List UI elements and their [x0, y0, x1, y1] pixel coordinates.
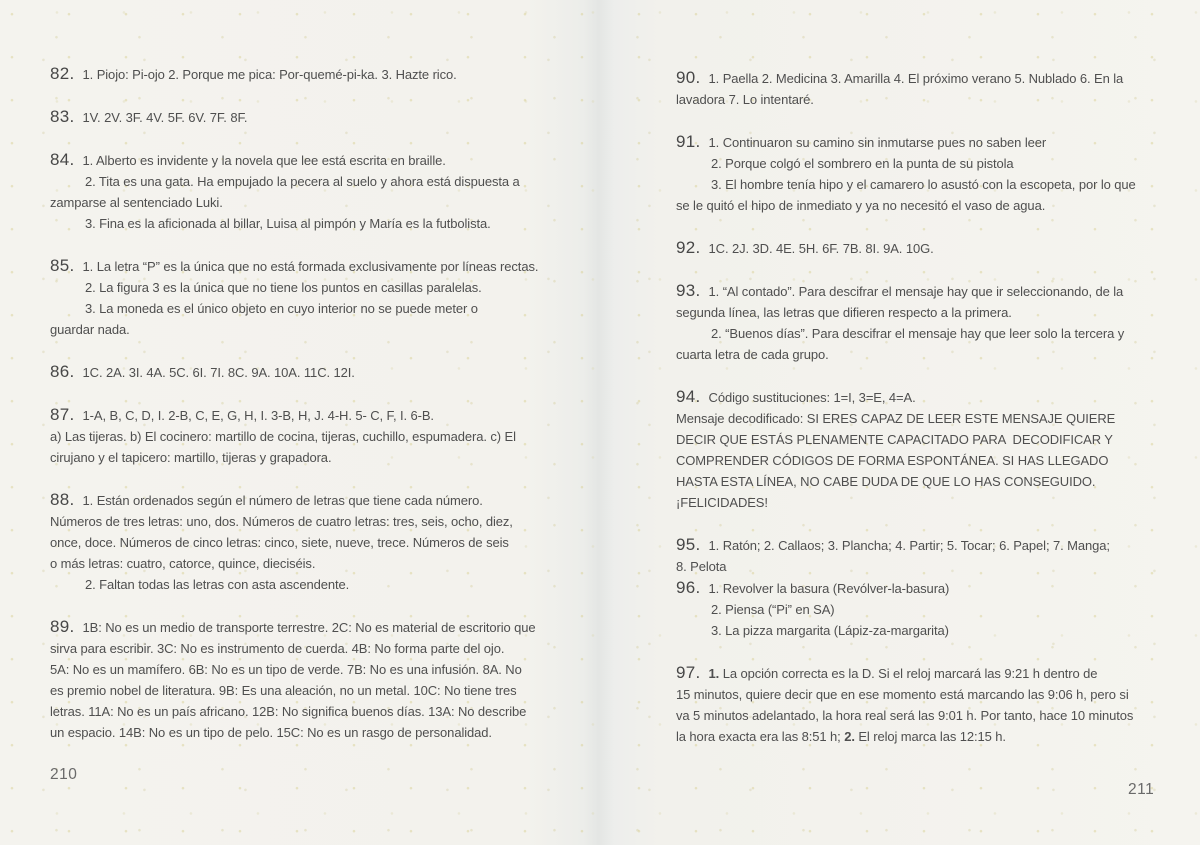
answer-text: va 5 minutos adelantado, la hora real será las 9:01 h. Por tanto, hace 10 minutos — [676, 708, 1134, 723]
answer-text: letras. 11A: No es un país africano. 12B: No significa buenos días. 13A: No describe — [50, 704, 527, 719]
answer-text: un espacio. 14B: No es un tipo de pelo. 15C: No es un rasgo de personalidad. — [50, 725, 492, 740]
answer-text: 1C. 2A. 3I. 4A. 5C. 6I. 7I. 8C. 9A. 10A. 11C. 12I. — [82, 365, 355, 380]
answer-line — [676, 195, 1151, 216]
answer-block-82 — [50, 63, 575, 85]
answer-number: 94. — [676, 387, 701, 406]
answer-line — [50, 192, 575, 213]
answer-text: o más letras: cuatro, catorce, quince, dieciséis. — [50, 556, 316, 571]
answer-text: 1. Revolver la basura (Revólver-la-basura) — [708, 581, 950, 596]
answer-line — [676, 577, 1151, 599]
answer-line — [676, 620, 1151, 641]
answer-line — [50, 404, 575, 426]
answer-text: 1. Piojo: Pi-ojo 2. Porque me pica: Por-quemé-pi-ka. 3. Hazte rico. — [82, 67, 457, 82]
answer-line — [50, 680, 575, 701]
answer-line — [676, 534, 1151, 556]
answer-number: 93. — [676, 281, 701, 300]
answer-line — [50, 255, 575, 277]
answer-line — [676, 684, 1151, 705]
answer-text: 3. La moneda es el único objeto en cuyo interior no se puede meter o — [85, 301, 478, 316]
page-number-right: 211 — [1128, 781, 1155, 798]
answer-line — [676, 302, 1151, 323]
answer-line — [50, 616, 575, 638]
answer-text: lavadora 7. Lo intentaré. — [676, 92, 814, 107]
answer-text: COMPRENDER CÓDIGOS DE FORMA ESPONTÁNEA. SI HAS LLEGADO — [676, 453, 1109, 468]
answer-line — [676, 705, 1151, 726]
answer-block-87 — [50, 404, 575, 468]
answer-text: cirujano y el tapicero: martillo, tijeras y grapadora. — [50, 450, 332, 465]
answer-number: 95. — [676, 535, 701, 554]
answer-line — [676, 408, 1151, 429]
answer-line — [676, 67, 1151, 89]
answer-text: 5A: No es un mamífero. 6B: No es un tipo de verde. 7B: No es una infusión. 8A. No — [50, 662, 522, 677]
page-number-left: 210 — [50, 766, 78, 783]
answer-line — [676, 726, 1151, 747]
answer-text: El reloj marca las 12:15 h. — [858, 729, 1006, 744]
answer-number: 85. — [50, 256, 75, 275]
answer-line — [676, 556, 1151, 577]
answer-text: 2. Porque colgó el sombrero en la punta de su pistola — [711, 156, 1014, 171]
answer-text: 2. Faltan todas las letras con asta ascendente. — [85, 577, 350, 592]
answer-text: DECIR QUE ESTÁS PLENAMENTE CAPACITADO PARA DECODIFICAR Y — [676, 432, 1113, 447]
answer-line — [676, 492, 1151, 513]
answer-line — [676, 386, 1151, 408]
answer-line — [50, 532, 575, 553]
answer-text: la hora exacta era las 8:51 h; — [676, 729, 845, 744]
answer-text: a) Las tijeras. b) El cocinero: martillo de cocina, tijeras, cuchillo, espumadera. c) El — [50, 429, 516, 444]
answer-number: 87. — [50, 405, 75, 424]
page-left-answers — [50, 63, 575, 764]
answer-line — [50, 106, 575, 128]
answer-text: 1. Están ordenados según el número de letras que tiene cada número. — [82, 493, 483, 508]
answer-line — [50, 171, 575, 192]
answer-line — [50, 489, 575, 511]
answer-line — [676, 237, 1151, 259]
answer-text: segunda línea, las letras que difieren respecto a la primera. — [676, 305, 1012, 320]
answer-line — [50, 361, 575, 383]
answer-line — [50, 511, 575, 532]
answer-line — [676, 662, 1151, 684]
answer-block-88 — [50, 489, 575, 595]
answer-line — [676, 471, 1151, 492]
answer-line — [50, 277, 575, 298]
answer-text: 15 minutos, quiere decir que en ese momento está marcando las 9:06 h, pero si — [676, 687, 1129, 702]
answer-line — [50, 447, 575, 468]
answer-line — [676, 131, 1151, 153]
answer-block-85 — [50, 255, 575, 340]
answer-text: 3. El hombre tenía hipo y el camarero lo asustó con la escopeta, por lo que — [711, 177, 1136, 192]
answer-text: 1-A, B, C, D, I. 2-B, C, E, G, H, I. 3-B, H, J. 4-H. 5- C, F, I. 6-B. — [82, 408, 434, 423]
answer-line — [50, 638, 575, 659]
answer-text: 2. “Buenos días”. Para descifrar el mensaje hay que leer solo la tercera y — [711, 326, 1125, 341]
answer-text: 2. La figura 3 es la única que no tiene los puntos en casillas paralelas. — [85, 280, 482, 295]
answer-text: 1B: No es un medio de transporte terrestre. 2C: No es material de escritorio que — [82, 620, 536, 635]
answer-text: zamparse al sentenciado Luki. — [50, 195, 223, 210]
answer-number: 90. — [676, 68, 701, 87]
answer-line — [50, 553, 575, 574]
answer-text: 1. Paella 2. Medicina 3. Amarilla 4. El próximo verano 5. Nublado 6. En la — [708, 71, 1124, 86]
answer-text: cuarta letra de cada grupo. — [676, 347, 829, 362]
answer-block-91 — [676, 131, 1151, 216]
answer-text: HASTA ESTA LÍNEA, NO CABE DUDA DE QUE LO HAS CONSEGUIDO. — [676, 474, 1096, 489]
answer-number: 83. — [50, 107, 75, 126]
answer-text: 1. Continuaron su camino sin inmutarse pues no saben leer — [708, 135, 1047, 150]
answer-text: 1C. 2J. 3D. 4E. 5H. 6F. 7B. 8I. 9A. 10G. — [708, 241, 934, 256]
answer-number: 86. — [50, 362, 75, 381]
answer-text: ¡FELICIDADES! — [676, 495, 768, 510]
answer-line — [50, 701, 575, 722]
answer-text: 1. Alberto es invidente y la novela que lee está escrita en braille. — [82, 153, 446, 168]
answer-text: 3. La pizza margarita (Lápiz-za-margarita) — [711, 623, 949, 638]
answer-line — [676, 174, 1151, 195]
answer-text: once, doce. Números de cinco letras: cinco, siete, nueve, trece. Números de seis — [50, 535, 509, 550]
answer-line — [676, 450, 1151, 471]
answer-text: 3. Fina es la aficionada al billar, Luisa al pimpón y María es la futbolista. — [85, 216, 491, 231]
answer-block-95 — [676, 534, 1151, 577]
answer-line — [50, 319, 575, 340]
answer-text: es premio nobel de literatura. 9B: Es una aleación, no un metal. 10C: No tiene tres — [50, 683, 517, 698]
answer-number: 97. — [676, 663, 701, 682]
answer-line — [50, 149, 575, 171]
answer-text: 2. Tita es una gata. Ha empujado la pecera al suelo y ahora está dispuesta a — [85, 174, 520, 189]
answer-block-86 — [50, 361, 575, 383]
answer-block-92 — [676, 237, 1151, 259]
answer-text: 1V. 2V. 3F. 4V. 5F. 6V. 7F. 8F. — [82, 110, 248, 125]
answer-line — [50, 213, 575, 234]
answer-block-93 — [676, 280, 1151, 365]
answer-text: 1. Ratón; 2. Callaos; 3. Plancha; 4. Partir; 5. Tocar; 6. Papel; 7. Manga; — [708, 538, 1110, 553]
answer-line — [50, 659, 575, 680]
answer-line — [676, 323, 1151, 344]
answer-line — [676, 599, 1151, 620]
answer-number: 84. — [50, 150, 75, 169]
answer-block-97 — [676, 662, 1151, 747]
answer-text: Código sustituciones: 1=I, 3=E, 4=A. — [708, 390, 916, 405]
answer-number: 96. — [676, 578, 701, 597]
answer-text: 1. “Al contado”. Para descifrar el mensaje hay que ir seleccionando, de la — [708, 284, 1124, 299]
answer-line — [676, 429, 1151, 450]
answer-text: 1. — [708, 666, 723, 681]
answer-block-94 — [676, 386, 1151, 513]
answer-block-84 — [50, 149, 575, 234]
answer-text: se le quitó el hipo de inmediato y ya no necesitó el vaso de agua. — [676, 198, 1046, 213]
answer-line — [50, 298, 575, 319]
answer-line — [50, 426, 575, 447]
answer-text: Mensaje decodificado: SI ERES CAPAZ DE LEER ESTE MENSAJE QUIERE — [676, 411, 1116, 426]
answer-text: 1. La letra “P” es la única que no está formada exclusivamente por líneas rectas. — [82, 259, 539, 274]
answer-line — [50, 63, 575, 85]
answer-text: La opción correcta es la D. Si el reloj marcará las 9:21 h dentro de — [722, 666, 1098, 681]
answer-number: 89. — [50, 617, 75, 636]
answer-line — [676, 89, 1151, 110]
page-right-answers — [676, 67, 1151, 768]
answer-line — [676, 344, 1151, 365]
answer-text: sirva para escribir. 3C: No es instrumento de cuerda. 4B: No forma parte del ojo. — [50, 641, 505, 656]
answer-block-89 — [50, 616, 575, 743]
answer-number: 92. — [676, 238, 701, 257]
answer-number: 82. — [50, 64, 75, 83]
answer-text: Números de tres letras: uno, dos. Números de cuatro letras: tres, seis, ocho, diez, — [50, 514, 513, 529]
answer-text: 2. Piensa (“Pi” en SA) — [711, 602, 835, 617]
answer-block-83 — [50, 106, 575, 128]
answer-block-96 — [676, 577, 1151, 641]
answer-text: 2. — [844, 729, 859, 744]
answer-block-90 — [676, 67, 1151, 110]
answer-text: 8. Pelota — [676, 559, 727, 574]
answer-line — [676, 153, 1151, 174]
answer-number: 88. — [50, 490, 75, 509]
answer-line — [50, 722, 575, 743]
answer-number: 91. — [676, 132, 701, 151]
answer-line — [50, 574, 575, 595]
answer-text: guardar nada. — [50, 322, 130, 337]
answer-line — [676, 280, 1151, 302]
